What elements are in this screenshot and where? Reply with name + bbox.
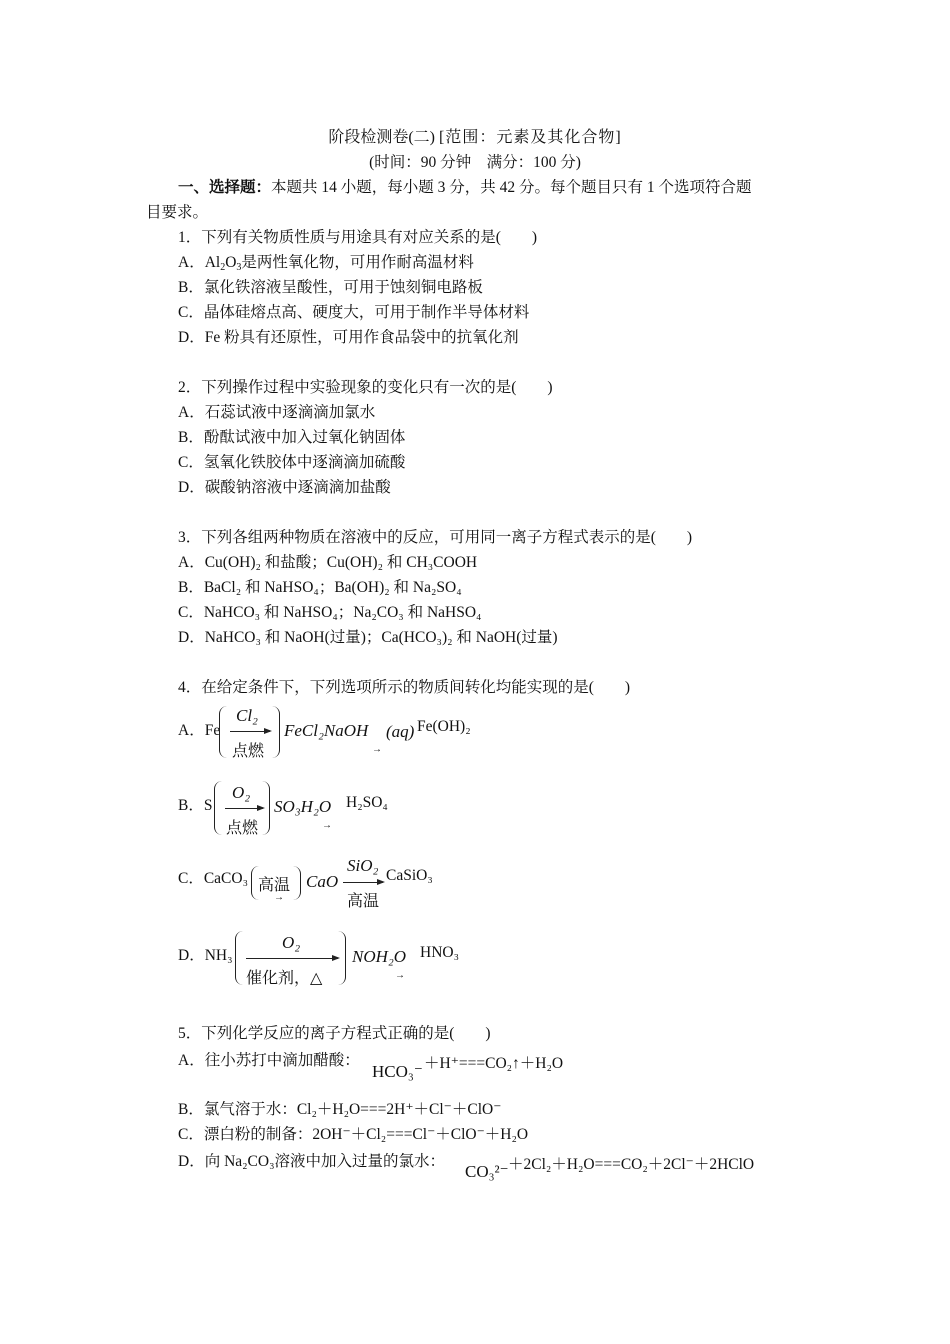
section-instructions: [178, 178, 752, 198]
q4-c-reagent: SiO₂: [347, 856, 379, 875]
q5-stem: 5．下列化学反应的离子方程式正确的是( ): [178, 1025, 491, 1042]
q1-option-b: B．氯化铁溶液呈酸性，可用于蚀刻铜电路板: [178, 279, 483, 296]
q4-stem: 4．在给定条件下，下列选项所示的物质间转化均能实现的是( ): [178, 679, 631, 696]
q4-c-label: C．CaCO₃: [178, 870, 248, 887]
q5-a-ion: HCO₃⁻: [372, 1062, 423, 1081]
q4-c-product: CaSiO₃: [386, 867, 433, 884]
q1-stem: 1．下列有关物质性质与用途具有对应关系的是( ): [178, 229, 538, 246]
q1-option-c: C．晶体硅熔点高、硬度大，可用于制作半导体材料: [178, 304, 530, 321]
q5-option-b: B．氯气溶于水：Cl₂＋H₂O===2H⁺＋Cl⁻＋ClO⁻: [178, 1101, 502, 1118]
q4-b-arrow: [225, 808, 263, 809]
q4-d-label: D．NH₃: [178, 947, 233, 964]
q4-b-reagent: O₂: [232, 783, 251, 802]
q4-c-intermediate: CaO: [306, 872, 339, 891]
page-title: [0, 128, 950, 148]
q5-d-equation: ＋2Cl₂＋H₂O===CO₂＋2Cl⁻＋2HClO: [508, 1156, 755, 1173]
q5-a-equation: ＋H⁺===CO₂↑＋H₂O: [424, 1055, 564, 1072]
q4-b-intermediate: SO₃H₂O: [274, 797, 332, 816]
q1-option-d: D．Fe 粉具有还原性，可用作食品袋中的抗氧化剂: [178, 329, 519, 346]
q3-option-b: B．BaCl₂ 和 NaHSO₄；Ba(OH)₂ 和 Na₂SO₄: [178, 579, 462, 596]
q4-b-label: B．S: [178, 797, 213, 814]
q4-d-paren-right: [338, 931, 346, 985]
q5-a-text: A．往小苏打中滴加醋酸：: [178, 1052, 360, 1069]
q2-option-a: A．石蕊试液中逐滴滴加氯水: [178, 404, 376, 421]
q2-option-d: D．碳酸钠溶液中逐滴滴加盐酸: [178, 479, 391, 496]
q4-a-arrow: [230, 731, 270, 732]
q4-d-paren-left: [235, 931, 243, 985]
q5-d-ion: CO₃²⁻: [465, 1162, 509, 1181]
q4-d-condition: 催化剂，△: [246, 970, 323, 987]
q5-d-text: D．向 Na₂CO₃溶液中加入过量的氯水：: [178, 1153, 445, 1170]
q4-b-condition: 点燃: [226, 820, 259, 837]
q4-d-arrow: [246, 958, 338, 959]
q4-c-condition: 高温: [258, 877, 291, 894]
q5-option-a: [178, 1051, 360, 1071]
q2-option-b: B．酚酞试液中加入过氧化钠固体: [178, 429, 406, 446]
q3-option-a: A．Cu(OH)₂ 和盐酸；Cu(OH)₂ 和 CH₃COOH: [178, 554, 478, 571]
q4-b-paren-right: [262, 781, 270, 835]
q4-d-product: HNO₃: [420, 944, 459, 961]
q4-b-paren-left: [214, 781, 222, 835]
title-text: 阶段检测卷(二): [328, 129, 435, 146]
q1-option-a: A．$Al_2O_3$是两性氧化物，可用作耐高温材料: [178, 254, 474, 273]
q4-a-reagent: Cl₂: [236, 706, 258, 725]
instructions-line1: 本题共 14 小题，每小题 3 分，共 42 分。每个题目只有 1 个选项符合题: [271, 179, 752, 196]
q4-a-aq: (aq): [386, 722, 415, 741]
q4-a-small-arrow: →: [372, 744, 382, 755]
q4-d-intermediate: NOH₂O: [352, 947, 407, 966]
q4-d-small-arrow: →: [395, 970, 405, 981]
instructions-line2: 目要求。: [146, 204, 209, 221]
q4-a-paren-left: [219, 706, 227, 758]
section-heading: 一、选择题：: [178, 179, 272, 196]
q4-c-arrow-condition: 高温: [347, 893, 380, 910]
title-scope: [范围：元素及其化合物]: [439, 129, 622, 146]
q2-stem: 2．下列操作过程中实验现象的变化只有一次的是( ): [178, 379, 553, 396]
q4-b-small-arrow: →: [322, 820, 332, 831]
q3-option-d: D．NaHCO₃ 和 NaOH(过量)；Ca(HCO₃)₂ 和 NaOH(过量): [178, 629, 558, 646]
q2-option-c: C．氢氧化铁胶体中逐滴滴加硫酸: [178, 454, 406, 471]
q4-d-reagent: O₂: [282, 933, 301, 952]
q3-stem: 3．下列各组两种物质在溶液中的反应，可用同一离子方程式表示的是( ): [178, 529, 693, 546]
q4-c-arrow: [343, 882, 383, 883]
q4-a-paren-right: [272, 706, 280, 758]
q5-option-c: C．漂白粉的制备：2OH⁻＋Cl₂===Cl⁻＋ClO⁻＋H₂O: [178, 1126, 529, 1143]
q4-b-product: H₂SO₄: [346, 794, 388, 811]
q4-a-condition: 点燃: [232, 743, 265, 760]
q4-a-label: A．Fe: [178, 722, 221, 739]
q5-option-d: [178, 1152, 445, 1172]
q4-c-paren-right: [293, 866, 301, 900]
q4-a-intermediate: FeCl₂NaOH: [284, 721, 369, 740]
q4-c-small-arrow: →: [274, 892, 284, 903]
q3-option-c: C．NaHCO₃ 和 NaHSO₄；Na₂CO₃ 和 NaHSO₄: [178, 604, 482, 621]
time-info: (时间：90 分钟 满分：100 分): [369, 154, 581, 171]
q4-a-product: Fe(OH)₂: [417, 718, 471, 735]
